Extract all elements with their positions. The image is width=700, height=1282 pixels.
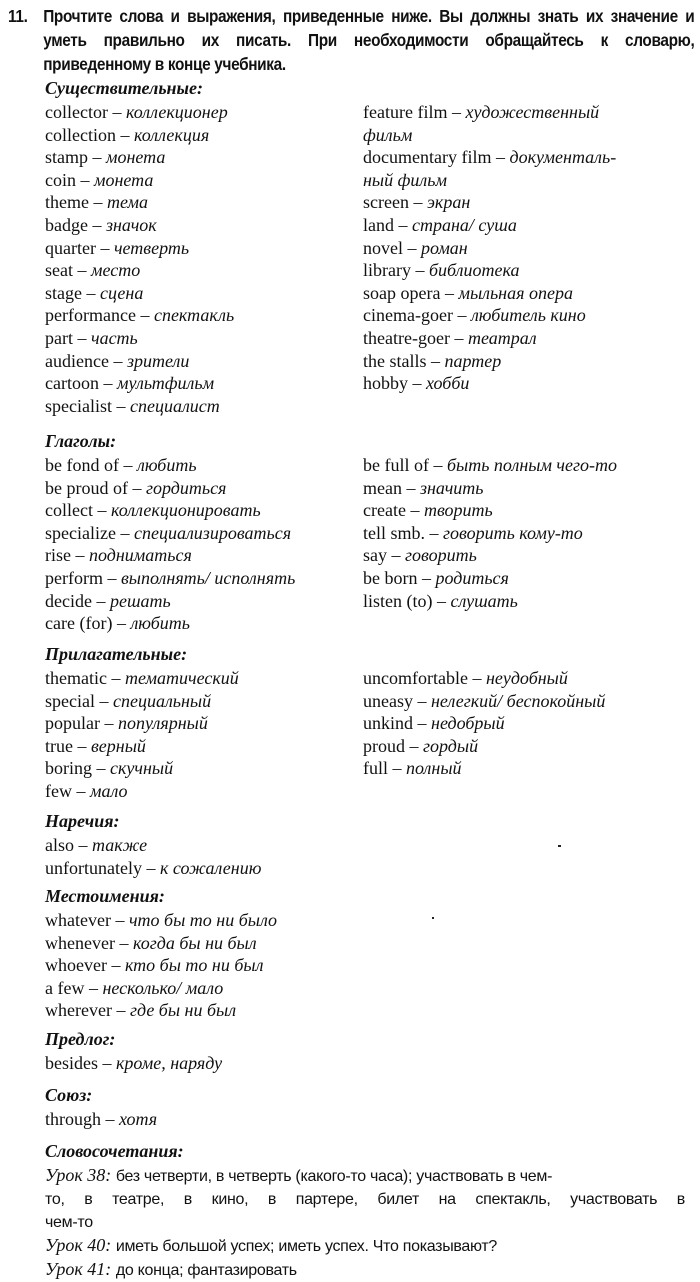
vocab-item <box>45 834 261 857</box>
dash-separator: – <box>495 147 505 168</box>
vocab-item <box>45 101 234 124</box>
dash-separator: – <box>99 690 109 711</box>
vocab-item <box>45 372 234 395</box>
section-title-conjunction: Союз: <box>45 1085 93 1105</box>
task-instruction <box>8 4 694 76</box>
vocab-item <box>363 191 616 214</box>
russian-translation: полный <box>406 758 462 779</box>
english-word: performance <box>45 305 136 326</box>
english-word: specialize <box>45 522 116 543</box>
vocab-item <box>45 499 295 522</box>
section-title-pronouns: Местоимения: <box>45 886 165 906</box>
dash-separator: – <box>454 327 464 348</box>
lesson-label: Урок 40: <box>45 1235 112 1255</box>
english-word: boring <box>45 758 92 779</box>
vocab-item <box>363 282 616 305</box>
russian-translation: значок <box>105 214 157 235</box>
vocab-item <box>45 1052 222 1075</box>
dash-separator: – <box>100 237 110 258</box>
vocab-item <box>45 282 234 305</box>
english-word: be fond of <box>45 455 119 475</box>
russian-translation: монета <box>94 169 154 190</box>
task-text: Прочтите слова и выражения, приведенные ниже. Вы должны знать их значение и уметь правильно их писать. При необходимости обращайтесь к словарю, приведенному в конце учебника. <box>43 6 695 74</box>
vocab-item <box>45 191 234 214</box>
english-word: library <box>363 260 411 281</box>
lesson-label: Урок 38: <box>45 1165 112 1185</box>
vocab-item <box>363 544 617 567</box>
russian-translation: хотя <box>119 1109 158 1129</box>
dash-separator: – <box>412 373 422 394</box>
vocab-item <box>45 690 239 713</box>
russian-translation: мыльная опера <box>458 282 573 303</box>
dash-separator: – <box>78 835 88 855</box>
russian-translation: специалист <box>129 395 220 416</box>
vocab-item <box>45 169 234 192</box>
section-title-verbs: Глаголы: <box>45 431 117 451</box>
task-number: 11. <box>8 6 28 26</box>
english-word: wherever <box>45 1000 112 1021</box>
english-word: uncomfortable <box>363 668 468 688</box>
english-word: stamp <box>45 147 88 168</box>
dash-separator: – <box>409 735 419 756</box>
english-word: theme <box>45 192 89 213</box>
english-word: unfortunately <box>45 857 142 878</box>
vocab-item <box>45 612 295 635</box>
vocab-item <box>45 954 277 977</box>
lesson-text: иметь большой успех; иметь успех. Что показывают? <box>115 1238 498 1255</box>
english-word: tell smb. <box>363 522 425 543</box>
russian-translation: тема <box>106 192 149 213</box>
vocab-item <box>363 735 605 758</box>
dash-separator: – <box>97 500 107 521</box>
russian-translation: театрал <box>467 327 537 348</box>
vocab-item <box>363 567 617 590</box>
dash-separator: – <box>80 169 90 190</box>
english-word: care (for) <box>45 613 113 634</box>
english-word: create <box>363 500 406 521</box>
vocab-item <box>363 690 605 713</box>
vocab-item <box>363 590 617 613</box>
vocab-item <box>45 237 234 260</box>
vocab-item <box>45 735 239 758</box>
russian-translation: партер <box>444 350 502 371</box>
english-word: quarter <box>45 237 96 258</box>
vocab-item <box>45 1108 157 1131</box>
dash-separator: – <box>105 1109 115 1129</box>
dash-separator: – <box>120 522 130 543</box>
english-word: badge <box>45 214 88 235</box>
russian-translation: также <box>92 835 148 855</box>
english-word: mean <box>363 477 402 498</box>
vocab-item <box>45 667 239 690</box>
lesson-text: без четверти, в четверть (какого-то часа); участвовать в чем- <box>115 1168 553 1185</box>
russian-translation-continued: фильм <box>363 124 413 145</box>
phrases-block <box>45 1164 685 1282</box>
adjectives-left-list <box>45 667 239 803</box>
lesson-text: до конца; фантазировать <box>115 1262 297 1279</box>
section-title-phrases: Словосочетания: <box>45 1141 184 1161</box>
dash-separator: – <box>457 305 467 326</box>
conjunction-list <box>45 1108 157 1131</box>
dash-separator: – <box>88 977 98 998</box>
russian-translation: место <box>90 260 141 281</box>
vocab-item <box>45 780 239 803</box>
russian-translation: специализироваться <box>133 522 292 543</box>
vocab-item <box>45 522 295 545</box>
vocab-item <box>45 395 234 418</box>
vocab-item <box>363 101 616 124</box>
russian-translation: популярный <box>117 713 208 734</box>
english-word: collector <box>45 102 108 122</box>
russian-translation: слушать <box>450 590 518 611</box>
vocab-item <box>363 477 617 500</box>
dash-separator: – <box>421 567 431 588</box>
dash-separator: – <box>406 477 416 498</box>
english-word: whatever <box>45 910 111 930</box>
vocab-item <box>363 350 616 373</box>
russian-translation: кто бы то ни был <box>124 955 264 976</box>
dash-separator: – <box>398 214 408 235</box>
section-title-preposition: Предлог: <box>45 1029 116 1049</box>
russian-translation: мало <box>89 780 128 801</box>
russian-translation: к сожалению <box>159 857 262 878</box>
russian-translation: где бы ни был <box>129 1000 237 1021</box>
english-word: screen <box>363 192 409 213</box>
pronouns-list <box>45 909 277 1022</box>
preposition-list <box>45 1052 222 1075</box>
vocab-item <box>363 522 617 545</box>
russian-translation: значить <box>419 477 484 498</box>
russian-translation: хобби <box>426 373 470 394</box>
english-word: documentary film <box>363 147 492 168</box>
nouns-left-list <box>45 101 234 417</box>
russian-translation: гордый <box>423 735 479 756</box>
russian-translation: специальный <box>112 690 212 711</box>
english-word: cartoon <box>45 373 99 394</box>
english-word: proud <box>363 735 405 756</box>
english-word: land <box>363 214 394 235</box>
english-word: popular <box>45 713 100 734</box>
english-word: besides <box>45 1053 98 1073</box>
english-word: few <box>45 780 72 801</box>
dash-separator: – <box>407 237 417 258</box>
dash-separator: – <box>444 282 454 303</box>
vocab-item <box>45 857 261 880</box>
russian-translation: страна/ суша <box>412 214 517 235</box>
vocab-item <box>363 327 616 350</box>
english-word: true <box>45 735 73 756</box>
english-word: decide <box>45 590 92 611</box>
dash-separator: – <box>111 955 121 976</box>
english-word: be full of <box>363 455 429 475</box>
english-word: full <box>363 758 388 779</box>
english-word: cinema-goer <box>363 305 453 326</box>
dash-separator: – <box>96 590 106 611</box>
english-word: a few <box>45 977 85 998</box>
scan-speck <box>558 845 561 847</box>
russian-translation: скучный <box>110 758 174 779</box>
english-word: hobby <box>363 373 408 394</box>
english-word: novel <box>363 237 403 258</box>
dash-separator: – <box>102 1053 112 1073</box>
section-title-nouns: Существительные: <box>45 78 204 98</box>
russian-translation: монета <box>106 147 166 168</box>
english-word: special <box>45 690 95 711</box>
vocab-item <box>45 327 234 350</box>
russian-translation: любить <box>130 613 190 634</box>
vocab-item <box>45 712 239 735</box>
vocab-item <box>363 499 617 522</box>
english-word: audience <box>45 350 109 371</box>
dash-separator: – <box>119 932 129 953</box>
verbs-right-list <box>363 454 617 612</box>
dash-separator: – <box>413 192 423 213</box>
english-word: be proud of <box>45 477 128 498</box>
dash-separator: – <box>96 758 106 779</box>
dash-separator: – <box>120 124 130 145</box>
dash-separator: – <box>116 613 126 634</box>
russian-translation: творить <box>423 500 493 521</box>
dash-separator: – <box>115 910 125 930</box>
dash-separator: – <box>75 545 85 566</box>
dash-separator: – <box>392 758 402 779</box>
dash-separator: – <box>104 713 114 734</box>
russian-translation: коллекция <box>133 124 210 145</box>
dash-separator: – <box>112 102 122 122</box>
russian-translation: тематический <box>124 668 239 688</box>
dash-separator: – <box>417 690 427 711</box>
english-word: also <box>45 835 74 855</box>
verbs-left-list <box>45 454 295 635</box>
english-word: whoever <box>45 955 107 976</box>
english-word: unkind <box>363 713 414 734</box>
vocab-item <box>45 567 295 590</box>
dash-separator: – <box>417 713 427 734</box>
russian-translation: зрители <box>126 350 190 371</box>
russian-translation: неудобный <box>485 668 568 688</box>
vocab-item <box>45 590 295 613</box>
dash-separator: – <box>86 282 96 303</box>
russian-translation: роман <box>421 237 468 258</box>
vocab-item <box>363 146 616 169</box>
english-word: be born <box>363 567 418 588</box>
russian-translation: быть полным чего-то <box>446 455 618 475</box>
dash-separator: – <box>77 327 87 348</box>
vocab-item <box>45 977 277 1000</box>
vocab-item <box>363 454 617 477</box>
russian-translation: кроме, наряду <box>116 1053 223 1073</box>
section-title-adverbs: Наречия: <box>45 811 120 831</box>
english-word: theatre-goer <box>363 327 450 348</box>
english-word: feature film <box>363 102 448 122</box>
russian-translation: говорить кому-то <box>443 522 583 543</box>
vocab-item <box>363 757 605 780</box>
nouns-right-list <box>363 101 616 395</box>
russian-translation: что бы то ни было <box>128 910 278 930</box>
vocab-item <box>45 304 234 327</box>
dash-separator: – <box>93 192 103 213</box>
vocab-item <box>363 259 616 282</box>
english-word: listen (to) <box>363 590 433 611</box>
scan-speck <box>432 917 434 919</box>
lesson-41-line <box>45 1258 685 1282</box>
russian-translation: решать <box>109 590 171 611</box>
russian-translation: четверть <box>113 237 190 258</box>
english-word: coin <box>45 169 76 190</box>
vocab-item <box>363 237 616 260</box>
russian-translation: коллекционировать <box>110 500 261 521</box>
adverbs-list <box>45 834 261 879</box>
vocab-item <box>45 909 277 932</box>
dash-separator: – <box>472 668 482 688</box>
vocab-item <box>45 932 277 955</box>
english-word: say <box>363 545 387 566</box>
dash-separator: – <box>76 780 86 801</box>
lesson-40-line <box>45 1234 685 1258</box>
dash-separator: – <box>132 477 142 498</box>
dash-separator: – <box>92 147 102 168</box>
vocab-item <box>363 712 605 735</box>
russian-translation: верный <box>90 735 146 756</box>
dash-separator: – <box>107 567 117 588</box>
russian-translation: художественный <box>465 102 600 122</box>
vocab-item <box>363 214 616 237</box>
dash-separator: – <box>451 102 461 122</box>
russian-translation-continued: ный фильм <box>363 169 447 190</box>
dash-separator: – <box>77 735 87 756</box>
english-word: the stalls <box>363 350 427 371</box>
vocab-item <box>45 146 234 169</box>
russian-translation: когда бы ни был <box>132 932 257 953</box>
russian-translation: говорить <box>405 545 477 566</box>
english-word: through <box>45 1109 101 1129</box>
dash-separator: – <box>116 395 126 416</box>
russian-translation: несколько/ мало <box>102 977 224 998</box>
dash-separator: – <box>146 857 156 878</box>
dash-separator: – <box>116 1000 126 1021</box>
dash-separator: – <box>103 373 113 394</box>
vocab-item <box>45 350 234 373</box>
english-word: seat <box>45 260 73 281</box>
english-word: part <box>45 327 73 348</box>
lesson-38-line-2: то, в театре, в кино, в партере, билет на спектакль, участвовать в <box>45 1191 685 1208</box>
vocab-item <box>363 304 616 327</box>
russian-translation: коллекционер <box>125 102 228 122</box>
russian-translation: документаль- <box>509 147 617 168</box>
dash-separator: – <box>429 522 439 543</box>
english-word: collect <box>45 500 93 521</box>
dash-separator: – <box>111 668 121 688</box>
lesson-38-line-1 <box>45 1164 685 1188</box>
russian-translation: подниматься <box>89 545 192 566</box>
vocab-item <box>45 124 234 147</box>
dash-separator: – <box>410 500 420 521</box>
russian-translation: недобрый <box>431 713 505 734</box>
vocab-item <box>45 259 234 282</box>
english-word: rise <box>45 545 71 566</box>
english-word: specialist <box>45 395 112 416</box>
english-word: perform <box>45 567 103 588</box>
lesson-38-line-3: чем-то <box>45 1214 93 1231</box>
vocab-item <box>45 477 295 500</box>
vocab-item <box>45 544 295 567</box>
english-word: stage <box>45 282 82 303</box>
russian-translation: выполнять/ исполнять <box>120 567 296 588</box>
dash-separator: – <box>77 260 87 281</box>
russian-translation: часть <box>90 327 138 348</box>
dash-separator: – <box>437 590 446 611</box>
english-word: whenever <box>45 932 115 953</box>
vocab-item <box>45 999 277 1022</box>
vocab-item <box>45 757 239 780</box>
english-word: soap opera <box>363 282 441 303</box>
dash-separator: – <box>391 545 401 566</box>
russian-translation: спектакль <box>153 305 235 326</box>
russian-translation: нелегкий/ беспокойный <box>430 690 606 711</box>
russian-translation: любитель кино <box>470 305 586 326</box>
dash-separator: – <box>140 305 150 326</box>
english-word: uneasy <box>363 690 413 711</box>
vocab-item <box>45 214 234 237</box>
english-word: thematic <box>45 668 107 688</box>
russian-translation: мультфильм <box>116 373 215 394</box>
vocab-item <box>363 372 616 395</box>
russian-translation: гордиться <box>145 477 227 498</box>
dash-separator: – <box>431 350 440 371</box>
russian-translation: библиотека <box>428 260 520 281</box>
dash-separator: – <box>433 455 443 475</box>
dash-separator: – <box>113 350 123 371</box>
russian-translation: экран <box>426 192 471 213</box>
vocab-item <box>45 454 295 477</box>
adjectives-right-list <box>363 667 605 780</box>
russian-translation: родиться <box>435 567 509 588</box>
section-title-adjectives: Прилагательные: <box>45 644 188 664</box>
dash-separator: – <box>92 214 102 235</box>
english-word: collection <box>45 124 116 145</box>
dash-separator: – <box>123 455 133 475</box>
dash-separator: – <box>415 260 425 281</box>
russian-translation: сцена <box>99 282 144 303</box>
lesson-label: Урок 41: <box>45 1259 112 1279</box>
vocab-item <box>363 667 605 690</box>
russian-translation: любить <box>136 455 197 475</box>
